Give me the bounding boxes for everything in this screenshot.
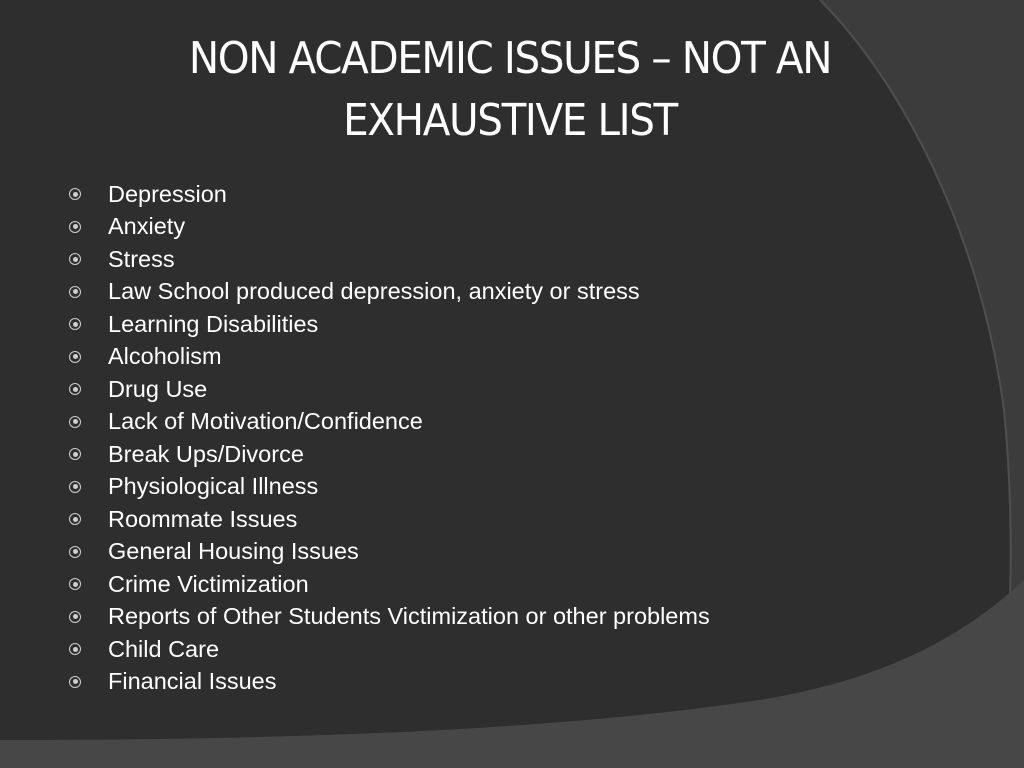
slide-title-line: NON ACADEMIC ISSUES – NOT AN [188, 33, 832, 84]
list-item-text: Reports of Other Students Victimization or other problems [108, 603, 710, 630]
list-item [68, 601, 710, 634]
circle-dot-bullet-icon [69, 643, 81, 655]
list-item [68, 373, 710, 406]
list-item-text: General Housing Issues [108, 538, 359, 565]
list-item-text: Alcoholism [108, 343, 222, 370]
list-item-text: Break Ups/Divorce [108, 440, 304, 467]
list-item [68, 276, 710, 309]
circle-dot-bullet-icon [69, 611, 81, 623]
circle-dot-bullet-icon [69, 286, 81, 298]
slide-title [96, 28, 924, 152]
circle-dot-bullet-icon [69, 221, 81, 233]
list-item-text: Crime Victimization [108, 570, 309, 597]
list-item [68, 633, 710, 666]
circle-dot-bullet-icon [69, 676, 81, 688]
bullet-list [68, 178, 710, 698]
list-item [68, 243, 710, 276]
list-item-text: Child Care [108, 635, 220, 662]
circle-dot-bullet-icon [69, 448, 81, 460]
list-item [68, 308, 710, 341]
list-item-text: Financial Issues [108, 668, 277, 695]
circle-dot-bullet-icon [69, 188, 81, 200]
list-item [68, 341, 710, 374]
circle-dot-bullet-icon [69, 318, 81, 330]
list-item [68, 178, 710, 211]
list-item-text: Stress [108, 245, 175, 272]
list-item-text: Learning Disabilities [108, 310, 319, 337]
circle-dot-bullet-icon [69, 481, 81, 493]
list-item-text: Anxiety [108, 213, 186, 240]
circle-dot-bullet-icon [69, 416, 81, 428]
circle-dot-bullet-icon [69, 578, 81, 590]
list-item [68, 503, 710, 536]
list-item [68, 536, 710, 569]
list-item-text: Drug Use [108, 375, 208, 402]
circle-dot-bullet-icon [69, 351, 81, 363]
slide-title-line: EXHAUSTIVE LIST [343, 95, 677, 146]
list-item [68, 211, 710, 244]
list-item-text: Physiological Illness [108, 473, 319, 500]
list-item-text: Depression [108, 180, 227, 207]
circle-dot-bullet-icon [69, 383, 81, 395]
list-item [68, 438, 710, 471]
circle-dot-bullet-icon [69, 253, 81, 265]
list-item [68, 406, 710, 439]
circle-dot-bullet-icon [69, 546, 81, 558]
list-item [68, 471, 710, 504]
list-item-text: Law School produced depression, anxiety or stress [108, 278, 640, 305]
list-item [68, 666, 710, 699]
list-item-text: Roommate Issues [108, 505, 298, 532]
circle-dot-bullet-icon [69, 513, 81, 525]
list-item [68, 568, 710, 601]
list-item-text: Lack of Motivation/Confidence [108, 408, 423, 435]
